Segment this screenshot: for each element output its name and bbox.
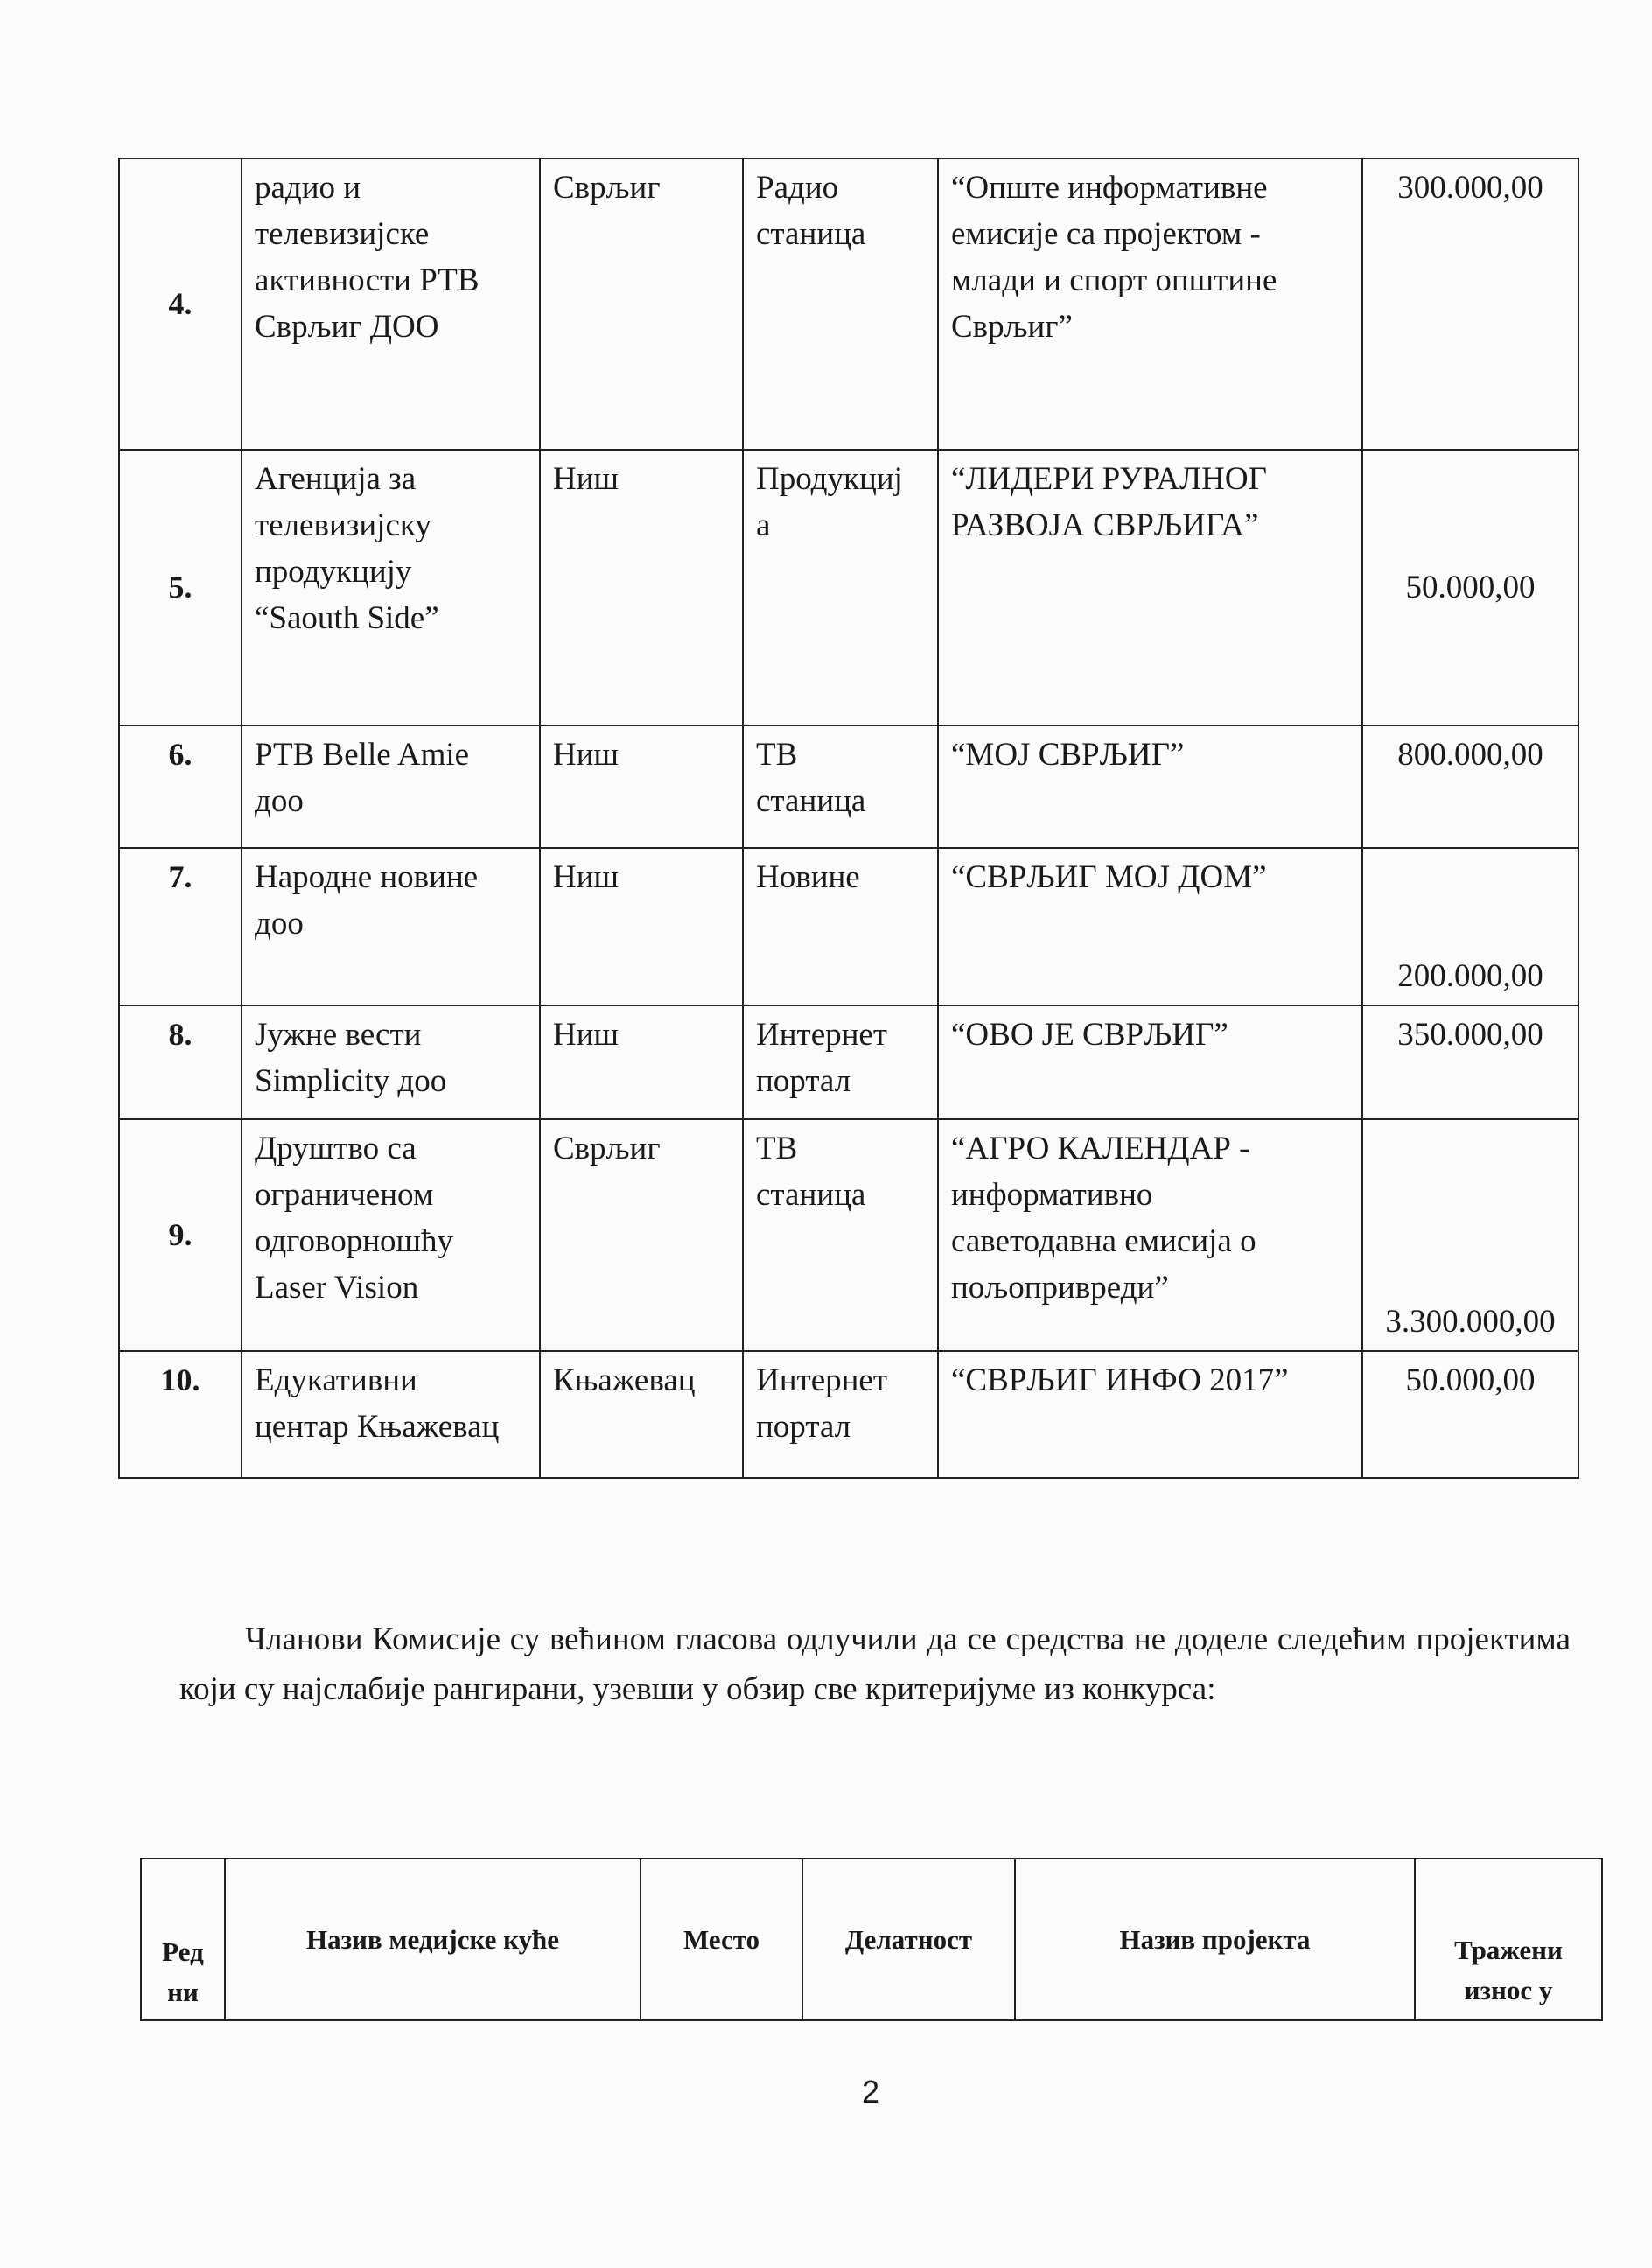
header-requested-amount: Тражени износ у [1415, 1858, 1602, 2020]
activity-cell: Интернет портал [743, 1005, 938, 1119]
table-row [119, 450, 1578, 725]
media-house-name: Друштво са ограниченом одговорношћу Laser Vision [242, 1119, 540, 1351]
table-row [119, 1005, 1578, 1119]
row-number: 7. [119, 848, 242, 1005]
place-cell: Сврљиг [540, 1119, 743, 1351]
activity-cell: Радио станица [743, 158, 938, 450]
amount-cell: 50.000,00 [1362, 1351, 1578, 1478]
row-number: 6. [119, 725, 242, 848]
activity-cell: Новине [743, 848, 938, 1005]
media-house-name: Народне новине доо [242, 848, 540, 1005]
header-media-house: Назив медијске куће [225, 1858, 640, 2020]
table-row [119, 725, 1578, 848]
activity-cell: Продукциј а [743, 450, 938, 725]
header-activity: Делатност [802, 1858, 1015, 2020]
page-number: 2 [861, 2074, 880, 2110]
amount-cell: 350.000,00 [1362, 1005, 1578, 1119]
media-house-name: Јужне вести Simplicity доо [242, 1005, 540, 1119]
header-ordinal: Ред ни [141, 1858, 225, 2020]
row-number: 8. [119, 1005, 242, 1119]
row-number: 4. [119, 158, 242, 450]
place-cell: Књажевац [540, 1351, 743, 1478]
awarded-projects-table [118, 158, 1579, 1479]
place-cell: Ниш [540, 848, 743, 1005]
project-name-cell: “СВРЉИГ ИНФО 2017” [938, 1351, 1362, 1478]
commission-decision-paragraph: Чланови Комисије су већином гласова одлучили да се средства не доделе следећим пројектима који су најслабије рангирани, узевши у обзир све критеријуме из конкурса: [179, 1621, 1571, 1707]
project-name-cell: “СВРЉИГ МОЈ ДОМ” [938, 848, 1362, 1005]
project-name-cell: “ЛИДЕРИ РУРАЛНОГ РАЗВОЈА СВРЉИГА” [938, 450, 1362, 725]
media-house-name: радио и телевизијске активности РТВ Сврљиг ДОО [242, 158, 540, 450]
table-row [119, 848, 1578, 1005]
amount-cell: 800.000,00 [1362, 725, 1578, 848]
header-place: Место [640, 1858, 802, 2020]
place-cell: Сврљиг [540, 158, 743, 450]
media-house-name: Едукативни центар Књажевац [242, 1351, 540, 1478]
activity-cell: ТВ станица [743, 1119, 938, 1351]
project-name-cell: “МОЈ СВРЉИГ” [938, 725, 1362, 848]
place-cell: Ниш [540, 725, 743, 848]
amount-cell: 50.000,00 [1362, 450, 1578, 725]
rejected-projects-table [140, 1858, 1603, 2021]
row-number: 10. [119, 1351, 242, 1478]
project-name-cell: “АГРО КАЛЕНДАР - информативно саветодавна емисија о пољопривреди” [938, 1119, 1362, 1351]
media-house-name: Агенција за телевизијску продукцију “Saouth Side” [242, 450, 540, 725]
activity-cell: ТВ станица [743, 725, 938, 848]
table-row [119, 158, 1578, 450]
row-number: 5. [119, 450, 242, 725]
media-house-name: РТВ Belle Amie доо [242, 725, 540, 848]
amount-cell: 200.000,00 [1362, 848, 1578, 1005]
project-name-cell: “ОВО ЈЕ СВРЉИГ” [938, 1005, 1362, 1119]
activity-cell: Интернет портал [743, 1351, 938, 1478]
header-project-name: Назив пројекта [1015, 1858, 1415, 2020]
project-name-cell: “Опште информативне емисије са пројектом - млади и спорт општине Сврљиг” [938, 158, 1362, 450]
place-cell: Ниш [540, 1005, 743, 1119]
table-row [119, 1351, 1578, 1478]
row-number: 9. [119, 1119, 242, 1351]
place-cell: Ниш [540, 450, 743, 725]
amount-cell: 3.300.000,00 [1362, 1119, 1578, 1351]
table-header-row [141, 1858, 1602, 2020]
table-row [119, 1119, 1578, 1351]
amount-cell: 300.000,00 [1362, 158, 1578, 450]
